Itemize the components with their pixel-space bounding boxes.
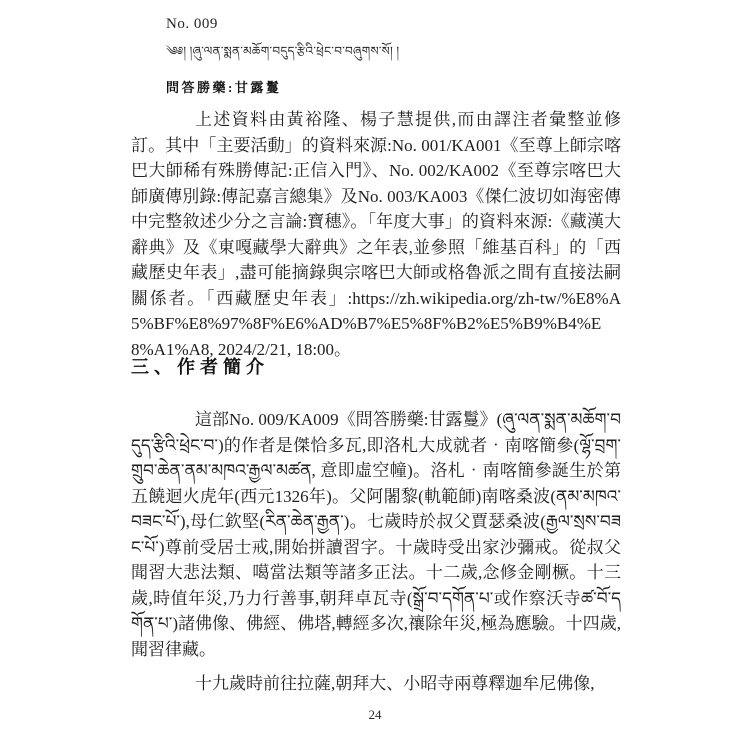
body-paragraph-author-biography: 這部No. 009/KA009《問答勝藥:甘露鬘》(ཞུ་ལན་སྨན་མཆོག་བདུད་རྩིའི་ཕྲེང་བ་)的作者是傑恰多瓦,即洛札大成就者‧南喀簡參(ལྷོ་བྲག་གྲུབ་ཆེན་ནམ་མཁའ་རྒྱལ་མཚན, 意即虛空幢)。洛札‧南喀簡參誕生於第五饒迴火虎年(西元1326年)。父阿闍黎(軌範師)南喀桑波(ནམ་མཁའ་བཟང་པོ་),母仁欽堅(རིན་ཆེན་རྒྱན་)。七歲時於叔父賈瑟桑波(རྒྱལ་སྲས་བཟང་པོ་)尊前受居士戒,開始拼讀習字。十歲時受出家沙彌戒。從叔父聞習大悲法類、噶當法類等諸多正法。十二歲,念修金剛橛。十三歲,時值年災,乃力行善事,朝拜卓瓦寺(སྒྲོ་བ་དགོན་པ་或作察沃寺ཚ་བོ་དགོན་པ་)諸佛像、佛經、佛塔,轉經多次,禳除年災,極為應驗。十四歲,聞習律藏。 — [131, 410, 621, 659]
tibetan-title: ༄༅། །ཞུ་ལན་སྨན་མཆོག་བདུད་རྩིའི་ཕྲེང་བ་བཞུགས་སོ། ། — [166, 44, 400, 58]
section-heading-author-intro: 三、作者簡介 — [131, 357, 269, 377]
body-paragraph-lhasa-pilgrimage: 十九歲時前往拉薩,朝拜大、小昭寺兩尊釋迦牟尼佛像, — [195, 674, 595, 693]
page-header — [166, 16, 399, 96]
body-paragraph-sources: 上述資料由黃裕隆、楊子慧提供,而由譯注者彙整並修訂。其中「主要活動」的資料來源:No. 001/KA001《至尊上師宗喀巴大師稀有殊勝傳記:正信入門》、No. 002/KA002《至尊宗喀巴大師廣傳別錄:傳記嘉言總集》及No. 003/KA003《傑仁波切如海密傳中完整敘述少分之言論:寶穗》。「年度大事」的資料來源:《藏漢大辭典》及《東嘎藏學大辭典》之年表,並參照「維基百科」的「西藏歷史年表」,盡可能摘錄與宗喀巴大師或格魯派之間有直接法嗣關係者。「西藏歷史年表」:https://zh.wikipedia.org/zh-tw/%E8%A5%BF%E8%97%8F%E6%AD%B7%E5%8F%B2%E5%B9%B4%E8%A1%A8, 2024/2/21, 18:00。 — [131, 110, 621, 359]
document-number: No. 009 — [166, 16, 218, 32]
chinese-running-title: 問答勝藥:甘露鬘 — [166, 80, 282, 95]
page-number: 24 — [368, 707, 382, 722]
page-footer — [0, 707, 750, 723]
